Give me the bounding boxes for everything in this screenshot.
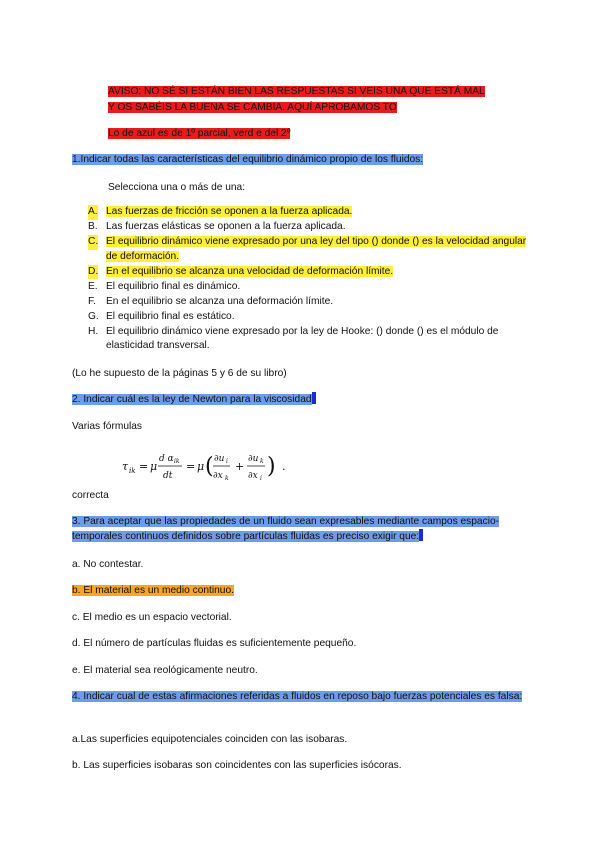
option-text: El equilibrio final es dinámico. xyxy=(106,280,241,292)
svg-text:∂x: ∂x xyxy=(248,471,258,481)
svg-text:dt: dt xyxy=(163,471,173,481)
q4-title: 4. Indicar cual de estas afirmaciones referidas a fluidos en reposo bajo fuerzas potenciales es falsa: xyxy=(72,691,523,702)
svg-text:=: = xyxy=(139,460,149,473)
option-letter: B. xyxy=(88,221,98,232)
option-letter: F. xyxy=(88,295,96,307)
q2-title-row xyxy=(72,392,528,407)
warning-line-1: AVISO: NO SÉ SI ESTÁN BIEN LAS RESPUESTAS SI VEIS UNA QUE ESTÁ MAL xyxy=(108,86,485,97)
warning-line-2: Y OS SABÉIS LA BUENA SE CAMBIA. AQUÍ APROBAMOS TO xyxy=(108,102,397,113)
q1-option-b xyxy=(88,220,530,235)
svg-text:d α: d α xyxy=(159,454,174,464)
option-letter: C. xyxy=(88,235,98,250)
option-text: Las fuerzas elásticas se oponen a la fuerza aplicada. xyxy=(106,221,346,232)
q3-title: 3. Para aceptar que las propiedades de un fluido sean expresables mediante campos espacio-temporales continuos definidos sobre partículas fluidas es preciso exigir que: xyxy=(72,516,500,542)
option-letter: E. xyxy=(88,280,98,292)
q1-title-row xyxy=(72,152,528,167)
q1-option-f xyxy=(88,295,530,310)
q3-option-b-row xyxy=(72,583,528,598)
option-text: El equilibrio dinámico viene expresado por una ley del tipo () donde () es la velocidad angular de deformación. xyxy=(106,236,527,262)
svg-text:k: k xyxy=(225,475,229,482)
option-text: El equilibrio final es estático. xyxy=(106,310,235,322)
svg-text:+: + xyxy=(235,460,245,473)
q2-verdict: correcta xyxy=(72,490,109,501)
svg-text:μ: μ xyxy=(197,460,205,473)
svg-text:k: k xyxy=(260,458,264,465)
q3-title-row xyxy=(72,514,528,544)
svg-text:.: . xyxy=(282,460,286,473)
option-text: En el equilibrio se alcanza una deformación límite. xyxy=(106,295,334,307)
option-letter: D. xyxy=(88,265,98,280)
q4-option-a: a.Las superficies equipotenciales coinciden con las isobaras. xyxy=(72,734,348,745)
option-text: Las fuerzas de fricción se oponen a la fuerza aplicada. xyxy=(106,206,353,217)
q1-option-g xyxy=(88,310,530,325)
svg-text:ik: ik xyxy=(129,467,136,475)
q1-option-d xyxy=(88,265,530,280)
q4-title-row xyxy=(72,689,528,704)
q2-subtitle: Varias fórmulas xyxy=(72,421,143,432)
newton-viscosity-formula xyxy=(120,446,290,486)
option-letter: H. xyxy=(88,325,99,337)
svg-text:μ: μ xyxy=(150,460,158,473)
svg-text:=: = xyxy=(186,460,196,473)
text-cursor xyxy=(419,529,423,541)
color-legend: Lo de azul es de 1º parcial, verd e del 2º xyxy=(108,128,291,139)
option-text: El equilibrio dinámico viene expresado por la ley de Hooke: () donde () es el módulo de elasticidad transversal. xyxy=(106,325,499,351)
q3-option-b: b. El material es un medio continuo. xyxy=(72,585,234,596)
svg-text:∂u: ∂u xyxy=(248,454,259,464)
q3-option-e: e. El material sea reológicamente neutro. xyxy=(72,665,258,676)
svg-text:i: i xyxy=(226,458,228,465)
option-letter: A. xyxy=(88,205,98,220)
q3-option-d: d. El número de partículas fluidas es suficientemente pequeño. xyxy=(72,638,357,649)
q4-option-b: b. Las superficies isobaras son coincidentes con las superficies isócoras. xyxy=(72,760,402,771)
q3-option-c: c. El medio es un espacio vectorial. xyxy=(72,612,232,623)
q1-title: 1.Indicar todas las características del equilibrio dinámico propio de los fluidos: xyxy=(72,154,424,165)
option-text: En el equilibrio se alcanza una velocidad de deformación límite. xyxy=(106,265,394,277)
svg-text:τ: τ xyxy=(122,460,129,473)
q2-title: 2. Indicar cuál es la ley de Newton para la viscosidad xyxy=(72,394,312,405)
option-letter: G. xyxy=(88,310,99,322)
svg-text:∂x: ∂x xyxy=(213,471,223,481)
q1-instruction: Selecciona una o más de una: xyxy=(108,182,246,193)
q3-option-a: a. No contestar. xyxy=(72,559,144,570)
q1-option-a xyxy=(88,205,530,220)
text-cursor xyxy=(312,392,316,404)
warning-box xyxy=(108,84,520,116)
svg-text:i: i xyxy=(260,475,262,482)
svg-text:ik: ik xyxy=(174,458,180,465)
q1-options xyxy=(88,205,530,354)
q1-option-h xyxy=(88,325,530,354)
q1-option-e xyxy=(88,280,530,295)
q1-note: (Lo he supuesto de la páginas 5 y 6 de su libro) xyxy=(72,368,287,379)
svg-text:(: ( xyxy=(205,454,214,479)
legend-line xyxy=(108,126,528,141)
q1-option-c xyxy=(88,235,530,264)
svg-text:): ) xyxy=(267,454,276,479)
svg-text:∂u: ∂u xyxy=(214,454,225,464)
